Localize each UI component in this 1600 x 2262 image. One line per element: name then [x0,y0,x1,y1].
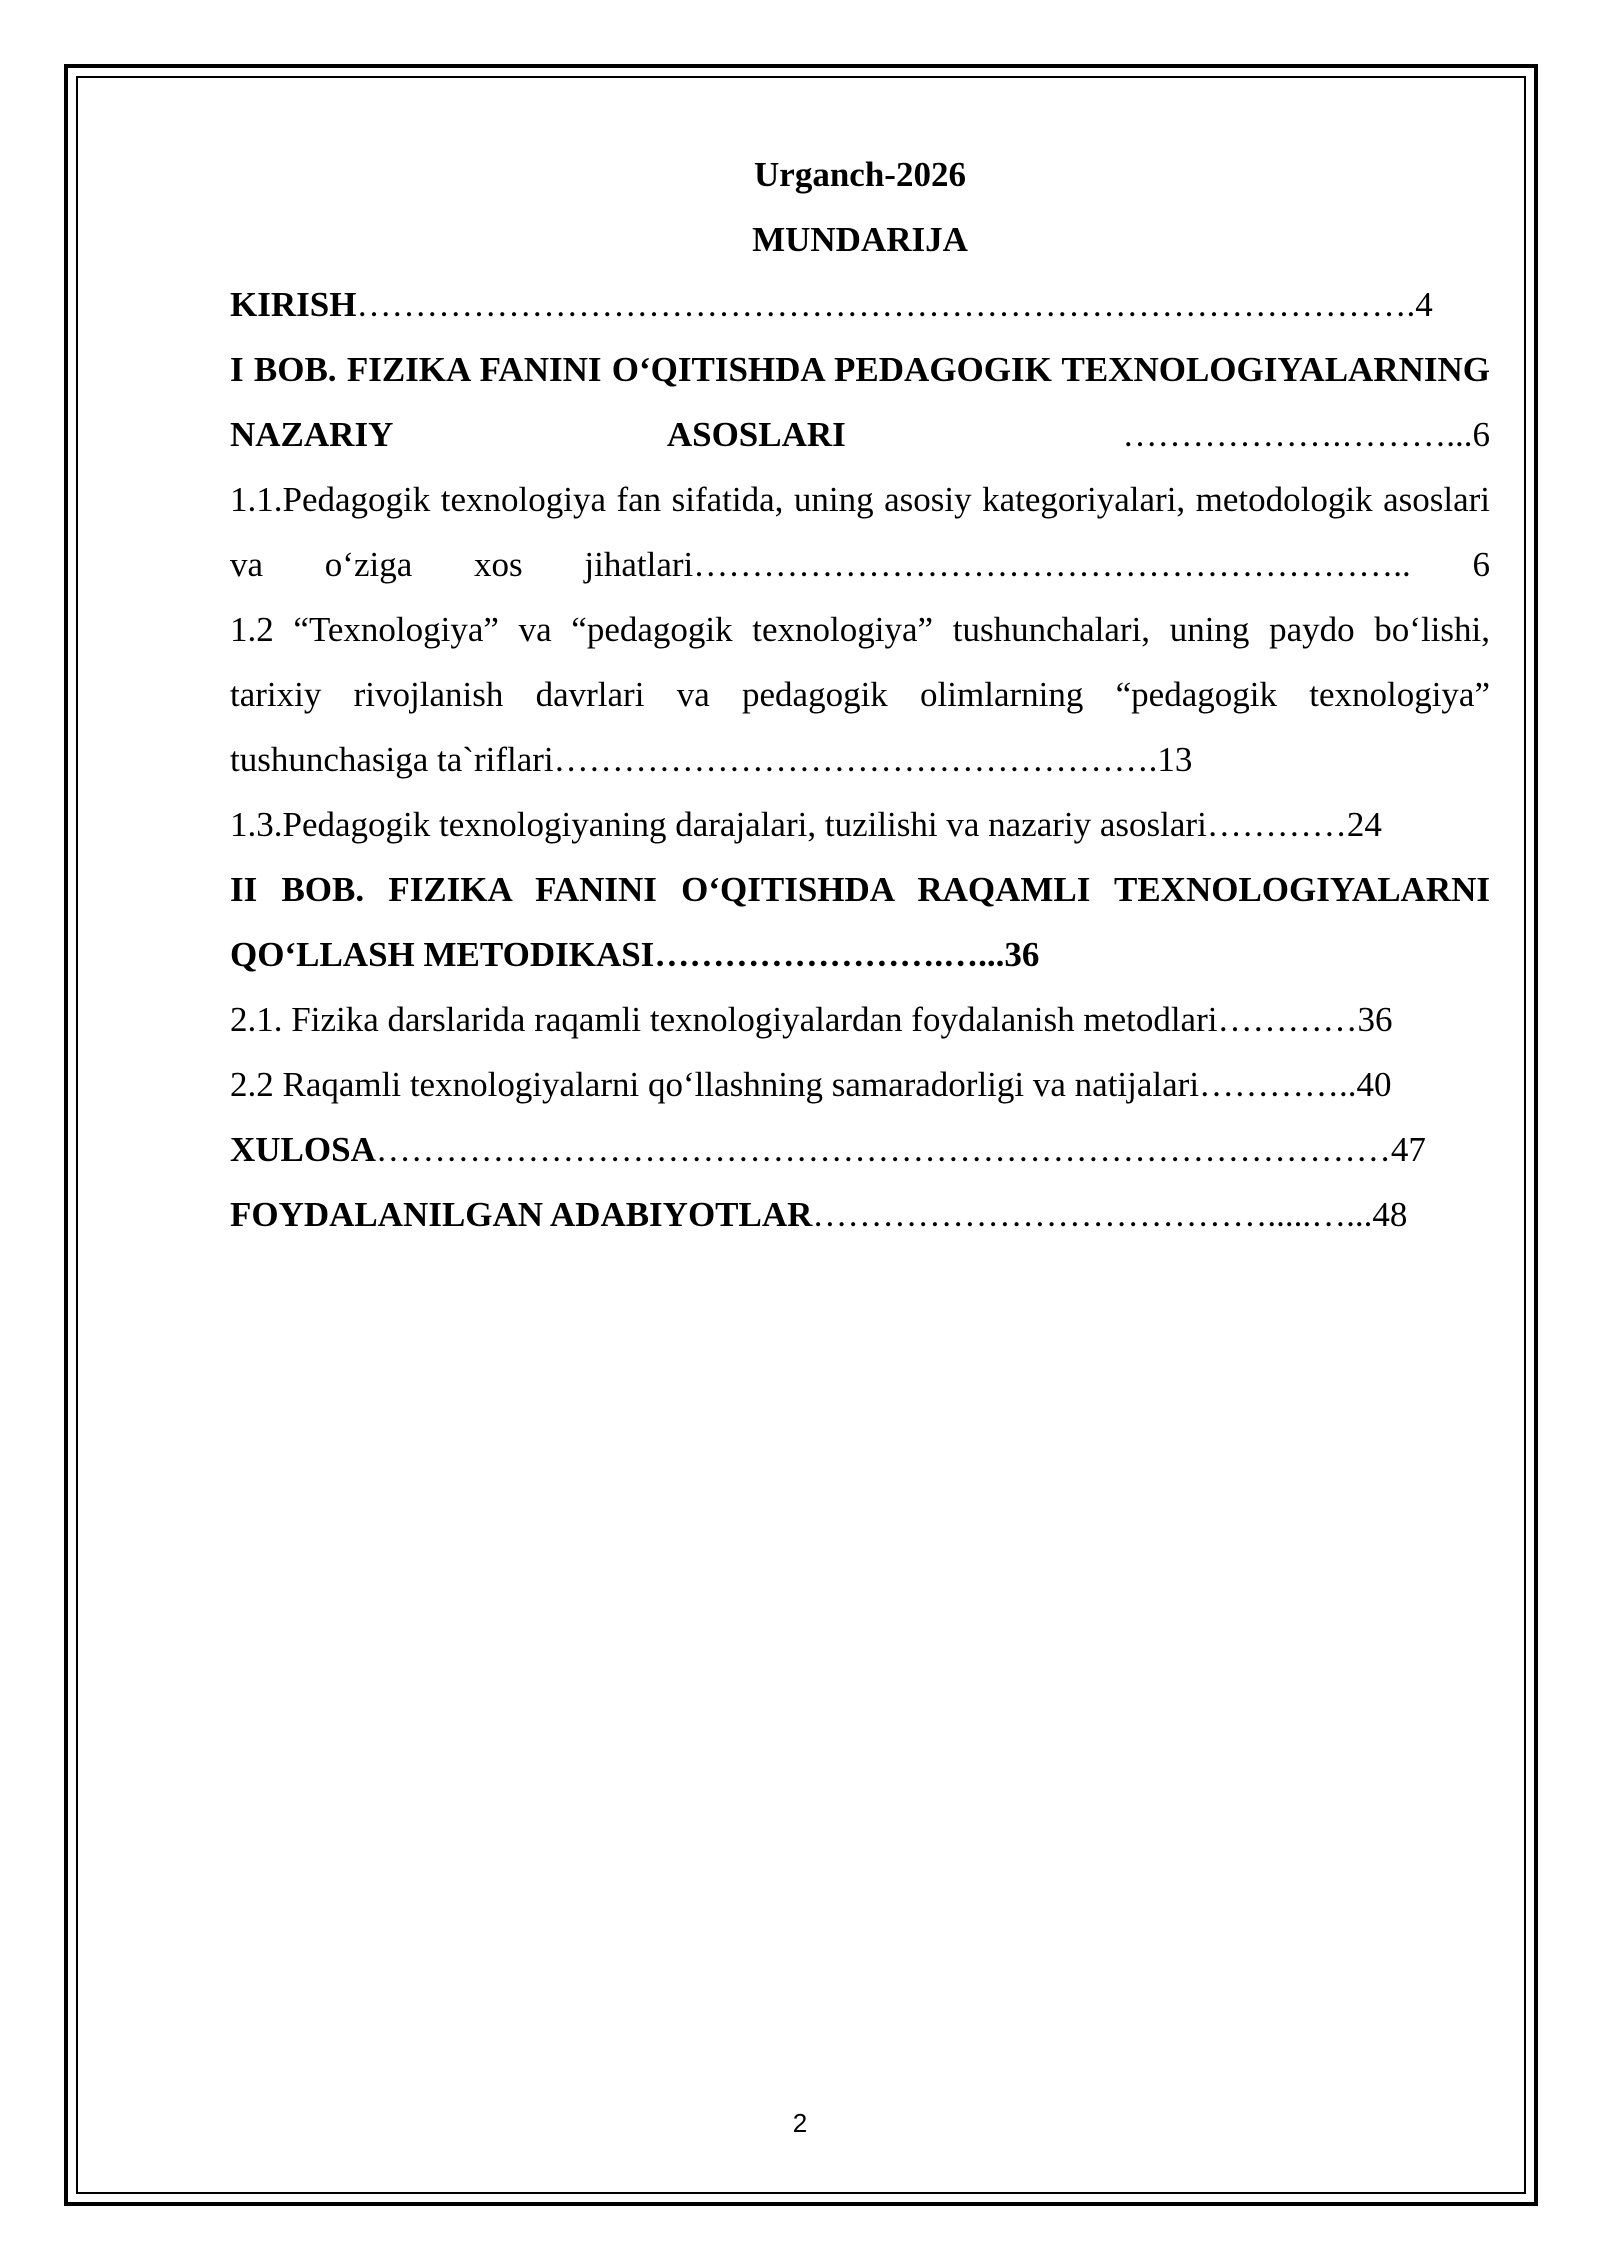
toc-entry-text: FOYDALANILGAN ADABIYOTLAR [230,1195,813,1234]
toc-leader-dots: ………….. [1199,1065,1357,1104]
toc-entry-section-2-2[interactable] [230,1052,1490,1117]
toc-page-number: 48 [1372,1195,1408,1234]
toc-entry-section-1-2[interactable] [230,597,1490,792]
toc-leader-dots: …………………….…... [654,935,1005,974]
toc-leader-dots: ………… [1217,1000,1358,1039]
toc-leader-dots: ………… [1206,805,1347,844]
table-of-contents [230,272,1490,1247]
toc-title: MUNDARIJA [752,220,968,259]
place-year-heading: Urganch-2026 [754,155,966,194]
toc-page-number: 6 [1472,415,1490,454]
toc-page-number: 47 [1390,1130,1426,1169]
toc-page-number: 13 [1157,740,1193,779]
toc-leader-dots: ……………….………... [845,415,1473,454]
toc-leader-dots: ………………………………….....…... [812,1195,1373,1234]
toc-leader-dots: ………………………………………………………………………………. [356,285,1416,324]
toc-entry-text: II BOB. FIZIKA FANINI O‘QITISHDA RAQAMLI TEXNOLOGIYALARNI QO‘LLASH METODIKASI [230,870,1490,974]
toc-entry-text: XULOSA [230,1130,376,1169]
toc-page-number: 36 [1357,1000,1393,1039]
toc-entry-text: 2.2 Raqamli texnologiyalarni qo‘llashning samaradorligi va natijalari [230,1065,1200,1104]
toc-entry-text: 1.3.Pedagogik texnologiyaning darajalari, tuzilishi va nazariy asoslari [230,805,1207,844]
toc-leader-dots: …………………………………………………….. [693,545,1473,584]
toc-entry-section-1-3[interactable] [230,792,1490,857]
toc-leader-dots: ……………………………………………. [553,740,1158,779]
toc-entry-text: 2.1. Fizika darslarida raqamli texnologiyalardan foydalanish metodlari [230,1000,1218,1039]
toc-entry-text: I BOB. FIZIKA FANINI O‘QITISHDA PEDAGOGIK TEXNOLOGIYALARNING NAZARIY ASOSLARI [230,350,1490,454]
toc-entry-kirish[interactable] [230,272,1490,337]
toc-entry-section-1-1[interactable] [230,467,1490,597]
toc-entry-text: KIRISH [230,285,357,324]
toc-page-number: 24 [1346,805,1382,844]
toc-entry-chapter-1[interactable] [230,337,1490,467]
toc-page-number: 40 [1356,1065,1392,1104]
toc-entry-text: 1.1.Pedagogik texnologiya fan sifatida, uning asosiy kategoriyalari, metodologik asoslari va o‘ziga xos jihatlari [230,480,1490,584]
document-body [230,142,1490,1247]
toc-page-number: 4 [1415,285,1433,324]
page-number: 2 [792,2108,808,2138]
toc-page-number: 6 [1472,545,1490,584]
toc-entry-chapter-2[interactable] [230,857,1490,987]
toc-entry-section-2-1[interactable] [230,987,1490,1052]
toc-leader-dots: …………………………………………………………………………… [375,1130,1391,1169]
toc-entry-text: 1.2 “Texnologiya” va “pedagogik texnologiya” tushunchalari, uning paydo bo‘lishi, tarixiy rivojlanish davrlari va pedagogik olimlarning “pedagogik texnologiya” tushunchasiga ta`riflari [230,610,1490,779]
toc-page-number: 36 [1004,935,1040,974]
toc-entry-references[interactable] [230,1182,1490,1247]
toc-entry-xulosa[interactable] [230,1117,1490,1182]
